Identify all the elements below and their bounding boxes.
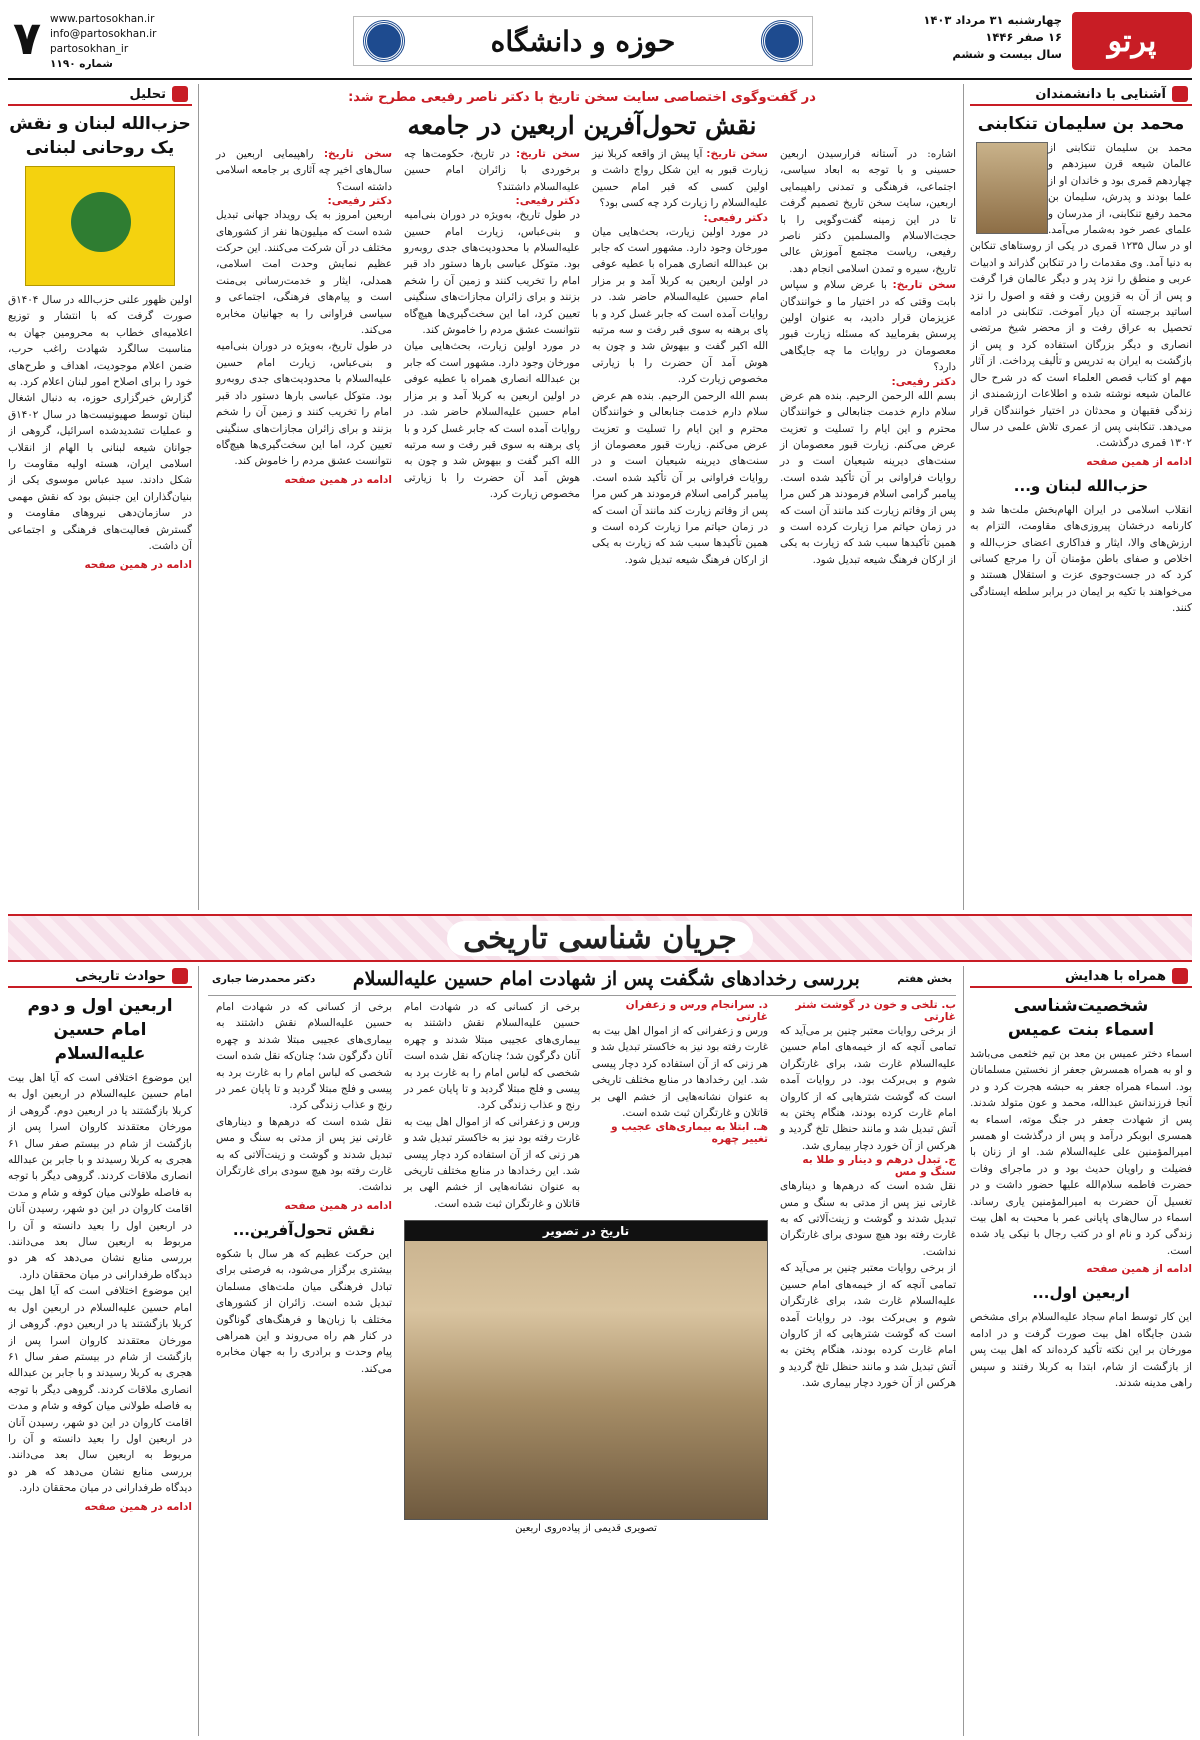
column-divider [198, 84, 199, 910]
banner-title: جریان شناسی تاریخی [447, 921, 753, 956]
interview-lead: اشاره: در آستانه فرارسیدن اربعین حسینی و با توجه به ابعاد سیاسی، اجتماعی، فرهنگی و تمدنی راهپیمایی اربعین، سایت سخن تاریخ تصمیم گرفت تا در این زمینه گفت‌وگویی را با حجت‌الاسلام والمسلمین دکتر ناصر رفیعی، ریاست مجتمع آموزش عالی تاریخ، سیره و تمدن اسلامی انجام دهد. [780, 148, 956, 275]
interview-title: نقش تحول‌آفرین اربعین در جامعه [407, 111, 757, 140]
hezbollah-flag-image [25, 166, 175, 286]
website-link[interactable]: www.partosokhan.ir [50, 13, 155, 25]
interview-col-2 [592, 146, 768, 568]
history-article [208, 966, 956, 1736]
issue-number: شماره ۱۱۹۰ [50, 58, 113, 70]
social-handle[interactable]: partosokhan_ir [50, 43, 129, 55]
answer-text: اربعین امروز به یک رویداد جهانی تبدیل شده است که میلیون‌ها نفر از کشورهای مختلف در آن شرکت می‌کنند. این حرکت عظیم نمایش وحدت امت اسلامی، همدلی، ایثار و خدمت‌رسانی بی‌منت است و پیام‌های فرهنگی، اجتماعی و سیاسی فراوانی را به جهانیان مخابره می‌کند. [216, 209, 392, 337]
events-header-label: حوادث تاریخی [75, 968, 166, 984]
answer-label: دکتر رفیعی: [891, 375, 956, 388]
date-lunar: ۱۶ صفر ۱۴۴۶ [985, 30, 1062, 44]
interview-col-4 [216, 146, 392, 568]
history-body: از برخی روایات معتبر چنین بر می‌آید که تمامی آنچه که از خیمه‌های امام حسین علیه‌السلام غارت شد، برای غارتگران شوم و بی‌برکت بود. در روایات آمده است که گوشت شترهایی که از کاروان امام غارت کرده بودند، هنگام پختن به آتش تبدیل شد و مانند حنظل تلخ گردید و هرکس از آن خورد دچار بیماری شد. [780, 1025, 956, 1152]
photo-caption: تصویری قدیمی از پیاده‌روی اربعین [515, 1523, 657, 1535]
arbaeen-photo [404, 1220, 768, 1520]
masthead [8, 8, 1192, 76]
history-col-4 [216, 999, 392, 1534]
events-body: این موضوع اختلافی است که آیا اهل بیت امام حسین علیه‌السلام در اربعین اول به کربلا بازگشتند یا در اربعین دوم. گروهی از مورخان معتقدند کاروان اسرا پس از بازگشت از شام در بیستم صفر سال ۶۱ هجری به کربلا رسیدند و با جابر بن عبدالله انصاری ملاقات کردند. گروهی دیگر با توجه به فاصله طولانی میان کوفه و شام و مدت اقامت کاروان در این دو شهر، رسیدن آنان در اربعین اول را بعید دانسته و آن را مربوط به اربعین سال بعد می‌دانند. بررسی منابع نشان می‌دهد که هر دو دیدگاه طرفدارانی در میان محققان دارد. [8, 1285, 192, 1495]
answer-text: در مورد اولین زیارت، بحث‌هایی میان مورخان وجود دارد. مشهور است که جابر بن عبدالله انصاری همراه با عطیه عوفی در اولین اربعین به کربلا آمد و بر مزار امام حسین علیه‌السلام حاضر شد. در روایات آمده است که جابر غسل کرد و با پای برهنه به سوی قبر رفت و سه مرتبه الله اکبر گفت و بیهوش شد و چون به هوش آمد آن حضرت را با زیارتی مخصوص زیارت کرد. [404, 340, 580, 501]
question-text: در تاریخ، حکومت‌ها چه برخوردی با زائران امام حسین علیه‌السلام داشتند؟ [404, 148, 580, 193]
analysis-header-label: تحلیل [129, 86, 166, 102]
question-label: سخن تاریخ: [323, 148, 392, 160]
column-divider [963, 966, 964, 1736]
email-link[interactable]: info@partosokhan.ir [50, 28, 157, 40]
events-column [8, 966, 192, 1736]
companions-header [970, 966, 1192, 988]
interview-col-1 [780, 146, 956, 568]
ornament-icon [762, 21, 802, 61]
companions-column [970, 966, 1192, 1736]
history-body: برخی از کسانی که در شهادت امام حسین علیه‌السلام نقش داشتند به بیماری‌های عجیبی مبتلا شدند و چهره آنان دگرگون شد؛ چنان‌که نقل شده است شخصی که لباس امام را به غارت برد به پیسی و فلج مبتلا گردید و تا پایان عمر در رنج و عذاب زندگی کرد. [404, 1001, 580, 1112]
scholars-header-label: آشنایی با دانشمندان [1035, 86, 1166, 102]
history-body: ورس و زعفرانی که از اموال اهل بیت به غارت رفته بود نیز به خاکستر تبدیل شد و هر زنی که از آن استفاده کرد دچار پیسی شد. این رخدادها در منابع مختلف تاریخی به عنوان نشانه‌هایی از خشم الهی بر قاتلان و غارتگران ثبت شده است. [404, 1115, 580, 1210]
ornament-icon [364, 21, 404, 61]
history-title: بررسی رخدادهای شگفت پس از شهادت امام حسین علیه‌السلام [352, 968, 860, 990]
answer-text: در طول تاریخ، به‌ویژه در دوران بنی‌امیه و بنی‌عباس، زیارت امام حسین علیه‌السلام با محدودیت‌های جدی روبه‌رو بود. متوکل عباسی بارها دستور داد قبر امام را تخریب کنند و زمین آن را شخم بزنند و برای زائران مجازات‌های سنگینی تعیین کرد، اما این سخت‌گیری‌ها هیچ‌گاه نتوانست عشق مردم را خاموش کند. [216, 340, 392, 468]
analysis-body: اولین ظهور علنی حزب‌الله در سال ۱۴۰۴ق صورت گرفت که با انتشار و توزیع اعلامیه‌ای خطاب به محرومین جهان به مناسبت سالگرد شهادت راغب حرب، ضمن اعلام موجودیت، اهداف و طرح‌های خود را برای اصلاح امور لبنان اعلام کرد. به گزارش خبرگزاری حوزه، به دنبال اشغال لبنان توسط صهیونیست‌ها در سال ۱۴۰۲ق و عملیات تشدیدشده اسرائیل، گروهی از جوانان شیعه لبنانی با الهام از انقلاب اسلامی ایران، هسته اولیه مقاومت را شکل دادند. سید عباس موسوی یکی از بنیان‌گذاران این جنبش بود که نقش مهمی در سازمان‌دهی نیروهای مقاومت و گسترش فعالیت‌های فرهنگی و اجتماعی آن داشت. [8, 294, 192, 553]
continue-link[interactable]: ادامه در همین صفحه [284, 1199, 392, 1212]
column-divider [963, 84, 964, 910]
continued-title: حزب‌الله لبنان و... [1013, 476, 1149, 495]
question-text: با عرض سلام و سپاس بابت وقتی که در اختیار ما و خوانندگان عزیزمان قرار دادید، به عنوان اولین پرسش بفرمایید که مسئله زیارت قبور معصومان در روایات ما چه جایگاهی دارد؟ [780, 279, 956, 374]
events-header [8, 966, 192, 988]
continue-link[interactable]: ادامه از همین صفحه [1086, 1263, 1192, 1276]
question-label: سخن تاریخ: [706, 148, 768, 160]
question-label: سخن تاریخ: [516, 148, 580, 160]
continue-link[interactable]: ادامه در همین صفحه [284, 473, 392, 486]
continued-body: این کار توسط امام سجاد علیه‌السلام برای مشخص شدن جایگاه اهل بیت صورت گرفت و در ادامه مورخان بر این نکته تأکید کرده‌اند که اهل بیت پس از بازگشت از شام، ابتدا به کربلا رفتند و سپس راهی مدینه شدند. [970, 1311, 1192, 1389]
history-body: برخی از کسانی که در شهادت امام حسین علیه‌السلام نقش داشتند به بیماری‌های عجیبی مبتلا شدند و چهره آنان دگرگون شد؛ چنان‌که نقل شده است شخصی که لباس امام را به غارت برد به پیسی و فلج مبتلا گردید و تا پایان عمر در رنج و عذاب زندگی کرد. [216, 1001, 392, 1112]
answer-text: بسم الله الرحمن الرحیم. بنده هم عرض سلام دارم خدمت جنابعالی و خوانندگان محترم و این ایام را تسلیت و تعزیت عرض می‌کنم. زیارت قبور معصومان از سنت‌های دیرینه شیعیان است و در روایات فراوانی بر آن تأکید شده است. پیامبر گرامی اسلام فرمودند هر کس مرا پس از وفاتم زیارت کند مانند آن است که در زمان حیاتم مرا زیارت کرده است و همین تأکیدها سبب شد که زیارت به یکی از ارکان فرهنگ شیعه تبدیل شود. [780, 389, 956, 566]
subheading: هـ. ابتلا به بیماری‌های عجیب و تغییر چهره [610, 1121, 768, 1146]
analysis-title: حزب‌الله لبنان و نقش یک روحانی لبنانی [9, 114, 191, 158]
scholars-column [970, 84, 1192, 910]
people-icon [1172, 968, 1188, 984]
interview-kicker: در گفت‌وگوی اختصاصی سایت سخن تاریخ با دکتر ناصر رفیعی مطرح شد: [348, 90, 816, 105]
question-text: راهپیمایی اربعین در سال‌های اخیر چه آثاری بر جامعه اسلامی داشته است؟ [216, 148, 392, 193]
answer-label: دکتر رفیعی: [703, 211, 768, 224]
analysis-header [8, 84, 192, 106]
continue-link[interactable]: ادامه در همین صفحه [84, 1500, 192, 1513]
interview-col-3 [404, 146, 580, 568]
companions-kicker: شخصیت‌شناسی [1013, 996, 1149, 1016]
volume-year: سال بیست و ششم [952, 47, 1062, 61]
contact-block [50, 12, 200, 72]
date-block [922, 12, 1062, 63]
history-body: ورس و زعفرانی که از اموال اهل بیت به غارت رفته بود نیز به خاکستر تبدیل شد و هر زنی که از آن استفاده کرد دچار پیسی شد. این رخدادها در منابع مختلف تاریخی به عنوان نشانه‌هایی از خشم الهی بر قاتلان و غارتگران ثبت شده است. [592, 1025, 768, 1120]
events-body: این موضوع اختلافی است که آیا اهل بیت امام حسین علیه‌السلام در اربعین اول به کربلا بازگشتند یا در اربعین دوم. گروهی از مورخان معتقدند کاروان اسرا پس از بازگشت از شام در بیستم صفر سال ۶۱ هجری به کربلا رسیدند و با جابر بن عبدالله انصاری ملاقات کردند. گروهی دیگر با توجه به فاصله طولانی میان کوفه و شام و مدت اقامت کاروان در این دو شهر، رسیدن آنان در اربعین اول را بعید دانسته و آن را مربوط به اربعین سال بعد می‌دانند. بررسی منابع نشان می‌دهد که هر دو دیدگاه طرفدارانی در میان محققان دارد. [8, 1072, 192, 1281]
article-part: بخش هفتم [897, 973, 952, 985]
article-author: دکتر محمدرضا جباری [212, 973, 316, 985]
question-label: سخن تاریخ: [892, 279, 956, 292]
scholar-portrait [976, 142, 1048, 234]
book-icon [1172, 86, 1188, 102]
subheading: ج. تبدل درهم و دینار و طلا به سنگ و مس [802, 1154, 956, 1179]
history-banner [8, 914, 1192, 962]
answer-text: در طول تاریخ، به‌ویژه در دوران بنی‌امیه و بنی‌عباس، زیارت امام حسین علیه‌السلام با محدودیت‌های جدی روبه‌رو بود. متوکل عباسی بارها دستور داد قبر امام را تخریب کنند و زمین آن را شخم بزنند و برای زائران مجازات‌های سنگینی تعیین کرد، اما این سخت‌گیری‌ها هیچ‌گاه نتوانست عشق مردم را خاموش کند. [404, 209, 580, 337]
photo-header: تاریخ در تصویر [405, 1221, 767, 1241]
continued-body: این حرکت عظیم که هر سال با شکوه بیشتری برگزار می‌شود، به فرصتی برای تبادل فرهنگی میان ملت‌های مسلمان تبدیل شده است. زائران از کشورهای مختلف با زبان‌ها و فرهنگ‌های گوناگون در کنار هم راه می‌روند و این همراهی پیام وحدت و برادری را به جهان مخابره می‌کند. [216, 1247, 392, 1375]
answer-text: در مورد اولین زیارت، بحث‌هایی میان مورخان وجود دارد. مشهور است که جابر بن عبدالله انصاری همراه با عطیه عوفی در اولین اربعین به کربلا آمد و بر مزار امام حسین علیه‌السلام حاضر شد. در روایات آمده است که جابر غسل کرد و با پای برهنه به سوی قبر رفت و سه مرتبه الله اکبر گفت و بیهوش شد و چون به هوش آمد آن حضرت را با زیارتی مخصوص زیارت کرد. [592, 225, 768, 386]
history-col-1 [780, 999, 956, 1534]
companions-header-label: همراه با هدایش [1065, 968, 1166, 984]
continued-body: انقلاب اسلامی در ایران الهام‌بخش ملت‌ها شد و کارنامه درخشان پیروزی‌های مقاومت، التزام به ارزش‌های والا، ایثار و فداکاری اعضای حزب‌الله و اخلاص و صفای باطن مؤمنان آن را مرجع کسانی کرد که در جست‌وجوی عزت و استقلال هستند و می‌خواهند با تکیه بر ایمان در برابر سلطه ایستادگی کنند. [970, 503, 1192, 615]
history-head [208, 966, 956, 992]
analysis-column [8, 84, 192, 910]
emblem-icon [71, 192, 131, 252]
scholars-header [970, 84, 1192, 106]
interview-article [208, 84, 956, 910]
history-body: نقل شده است که درهم‌ها و دینارهای غارتی نیز پس از مدتی به سنگ و مس تبدیل شدند و گوشت و زینت‌آلاتی که به غارت رفته بود هیچ سودی برای غارتگران نداشت. [216, 1115, 392, 1194]
continued-title: نقش تحول‌آفرین... [232, 1220, 376, 1239]
history-columns [208, 999, 956, 1534]
continue-link[interactable]: ادامه از همین صفحه [1086, 455, 1192, 468]
newspaper-logo[interactable]: پرتو [1072, 12, 1192, 70]
column-divider [198, 966, 199, 1736]
companion-body: اسماء دختر عمیس بن معد بن تیم خثعمی می‌باشد و او به همراه همسرش جعفر از نخستین مسلمانان بود. اسماء همراه جعفر به حبشه هجرت کرد و در آنجا فرزندانش عبدالله، محمد و عون متولد شدند. پس از شهادت جعفر در جنگ موته، اسماء به همسری ابوبکر درآمد و پس از درگذشت او همسر امیرالمؤمنین علی علیه‌السلام شد. او از زنان با فضیلت و راویان حدیث بود و در ماجرای وفات حضرت فاطمه سلام‌الله علیها حضور داشت و در تغسیل آن حضرت به امیرالمؤمنین یاری رساند. اسماء در سال‌های پایانی عمر با محبت به اهل بیت زندگی کرد و نام او در کتب رجال با نیکی یاد شده است. [970, 1048, 1192, 1257]
calendar-icon [172, 968, 188, 984]
continued-title: اربعین اول... [1032, 1284, 1130, 1303]
continue-link[interactable]: ادامه در همین صفحه [84, 558, 192, 571]
history-body: از برخی روایات معتبر چنین بر می‌آید که تمامی آنچه که از خیمه‌های امام حسین علیه‌السلام غارت شد، برای غارتگران شوم و بی‌برکت بود. در روایات آمده است که گوشت شترهایی که از کاروان امام غارت کرده بودند، هنگام پختن به آتش تبدیل شد و مانند حنظل تلخ گردید و هرکس از آن خورد دچار بیماری شد. [780, 1262, 956, 1390]
subheading: د. سرانجام ورس و زعفران غارتی [625, 999, 768, 1023]
scholar-body: محمد بن سلیمان تنکابنی از عالمان شیعه قرن سیزدهم و چهاردهم قمری بود و خاندان او از علما بودند و پدرش، سلیمان بن محمد رفیع تنکابنی، از مدرسان و علمای عصر خود به‌شمار می‌آمد. او در سال ۱۲۳۵ قمری در یکی از روستاهای تنکابن به دنیا آمد. وی مقدمات را در تنکابن گذراند و ادبیات عربی و منطق را نزد پدر و دیگر عالمان فرا گرفت و پس از آن به قزوین رفت و فقه و اصول را نزد اساتید برجسته آن دیار آموخت. تنکابنی در ادامه تحصیل به عراق رفت و از محضر شیخ مرتضی انصاری و دیگر بزرگان استفاده کرد و پس از بازگشت به ایران به تدریس و تألیف پرداخت. از آثار مهم او کتاب قصص العلماء است که در شرح حال عالمان شیعه نوشته شده و اطلاعات ارزشمندی از زندگی فقیهان و محدثان در اختیار خوانندگان قرار می‌دهد. تنکابنی پس از عمری تلاش علمی در سال ۱۳۰۲ قمری درگذشت. [970, 142, 1192, 450]
subheading: ب. تلخی و خون در گوشت شتر غارتی [795, 999, 956, 1023]
section-title-box [353, 16, 813, 66]
answer-label: دکتر رفیعی: [515, 195, 580, 208]
events-title: اربعین اول و دوم امام حسین علیه‌السلام [27, 996, 173, 1064]
date-solar: چهارشنبه ۳۱ مرداد ۱۴۰۳ [923, 13, 1062, 27]
answer-text: بسم الله الرحمن الرحیم. بنده هم عرض سلام دارم خدمت جنابعالی و خوانندگان محترم و این ایام را تسلیت و تعزیت عرض می‌کنم. زیارت قبور معصومان از سنت‌های دیرینه شیعیان است و در روایات فراوانی بر آن تأکید شده است. پیامبر گرامی اسلام فرمودند هر کس مرا پس از وفاتم زیارت کند مانند آن است که در زمان حیاتم مرا زیارت کرده است و همین تأکیدها سبب شد که زیارت به یکی از ارکان فرهنگ شیعه تبدیل شود. [592, 389, 768, 566]
companion-name: اسماء بنت عمیس [1007, 1020, 1155, 1040]
history-col-2-3 [404, 999, 768, 1534]
page-number: ۷ [12, 11, 42, 65]
history-body: نقل شده است که درهم‌ها و دینارهای غارتی نیز پس از مدتی به سنگ و مس تبدیل شدند و گوشت و زینت‌آلاتی که به غارت رفته بود هیچ سودی برای غارتگران نداشت. [780, 1180, 956, 1258]
question-text: آیا پیش از واقعه کربلا نیز زیارت قبور به این شکل رواج داشت و اولین کسی که قبر امام حسین علیه‌السلام را زیارت کرد چه کسی بود؟ [592, 148, 768, 210]
answer-label: دکتر رفیعی: [327, 195, 392, 208]
scholar-name: محمد بن سلیمان تنکابنی [977, 114, 1185, 134]
masthead-rule [8, 78, 1192, 80]
analysis-icon [172, 86, 188, 102]
interview-columns [208, 146, 956, 568]
section-title: حوزه و دانشگاه [490, 24, 676, 58]
